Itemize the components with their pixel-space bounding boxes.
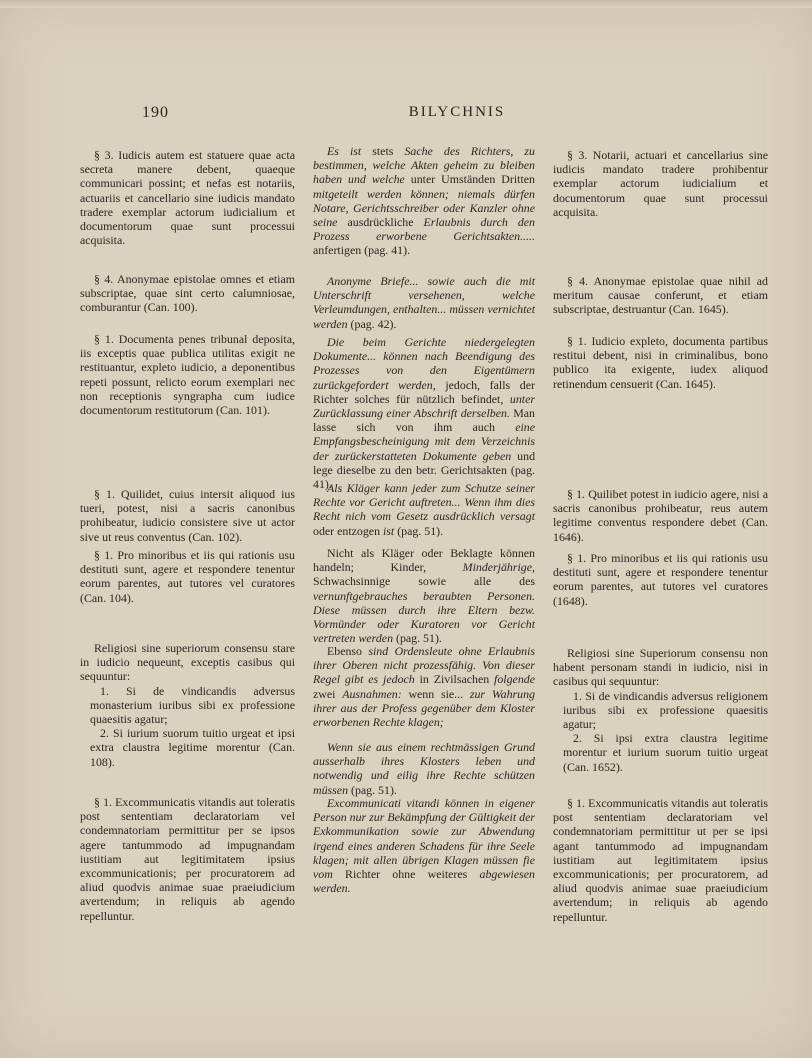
paragraph-c1-6-intro: Religiosi sine superiorum consensu stare in iudicio nequeunt, exceptis casibus qui sequuntur:: [80, 641, 295, 684]
paragraph-c2-7: Excommunicati vitandi können in eigener Person nur zur Bekämpfung der Gültigkeit der Exkommunikation sowie zur Abwendung irgend eines anderen Schadens für ihre Seele klagen; mit allen übrigen Klagen müssen fie vom Richter ohne weiteres abgewiesen werden.: [313, 796, 535, 896]
paragraph-c2-2: Anonyme Briefe... sowie auch die mit Unterschrift versehenen, welche Verleumdungen, enthalten... müssen vernichtet werden (pag. 42).: [313, 274, 535, 331]
paragraph-c1-6: [80, 641, 295, 769]
journal-title: BILYCHNIS: [408, 104, 506, 120]
paragraph-c2-3: Die beim Gerichte niedergelegten Dokumente... können nach Beendigung des Prozesses von den Eigentümern zurückgefordert werden, jedoch, falls der Richter solches für nützlich befindet, unter Zurücklassung einer Abschrift derselben. Man lasse sich von ihm auch eine Empfangsbescheinigung mit dem Verzeichnis der zurückerstatteten Dokumente geben und lege dieselbe zu den betr. Gerichtsakten (pag. 41).: [313, 335, 536, 492]
paragraph-c3-6-intro: Religiosi sine Superiorum consensu non habent personam standi in iudicio, nisi in casibus qui sequuntur:: [553, 646, 768, 689]
page-top-edge: [0, 0, 812, 8]
paragraph-c1-1: § 3. Iudicis autem est statuere quae acta secreta manere debent, quaeque communicari possint; et nefas est notariis, actuariis et cancellario sine iudicis mandato tradere exemplar actorum iudicialium et documentorum quae sunt processui acquisita.: [80, 148, 295, 248]
paragraph-c2-6b: Wenn sie aus einem rechtmässigen Grund ausserhalb ihres Klosters leben und notwendig und eilig ihre Rechte schützen müssen (pag. 51).: [313, 740, 535, 797]
paragraph-c2-5: Nicht als Kläger oder Beklagte können handeln; Kinder, Minderjährige, Schwachsinnige sowie alle des vernunftgebrauches beraubten Personen. Diese müssen durch ihre Eltern bezw. Vormünder oder Kuratoren vor Gericht vertreten werden (pag. 51).: [313, 546, 535, 646]
paragraph-c3-6-item1: 1. Si de vindicandis adversus religionem iuribus sibi ex professione quaesitis agatur;: [563, 688, 768, 732]
paragraph-c1-4: § 1. Quilidet, cuius intersit aliquod ius tueri, potest, nisi a sacris canonibus prohibeatur, iudicio consistere sive ut actor sive ut reus conventus (Can. 102).: [80, 487, 295, 544]
paragraph-c3-1: § 3. Notarii, actuari et cancellarius sine iudicis mandato tradere prohibentur exemplar actorum iudicialium et documentorum quae sunt processui acquisita.: [553, 148, 768, 219]
paragraph-c2-6: Ebenso sind Ordensleute ohne Erlaubnis ihrer Oberen nicht prozessfähig. Von dieser Regel gibt es jedoch in Zivilsachen folgende zwei Ausnahmen: wenn sie... zur Wahrung ihrer aus der Profess gegenüber dem Kloster erworbenen Rechte klagen;: [313, 644, 535, 730]
paragraph-c2-4: Als Kläger kann jeder zum Schutze seiner Rechte vor Gericht auftreten... Wenn ihm dies Recht nich vom Gesetz ausdrücklich versagt oder entzogen ist (pag. 51).: [313, 481, 535, 538]
paragraph-c1-6-item1: 1. Si de vindicandis adversus monasterium iuribus sibi ex professione quaesitis agatur;: [90, 683, 295, 727]
paragraph-c1-2: § 4. Anonymae epistolae omnes et etiam subscriptae, quae sint certo calumniosae, comburantur (Can. 100).: [80, 272, 295, 315]
paragraph-c3-6-item2: 2. Si ipsi extra claustra legitime morentur et iurium suorum tuitio urgeat (Can. 1652).: [563, 731, 768, 774]
paragraph-c2-1: Es ist stets Sache des Richters, zu bestimmen, welche Akten geheim zu bleiben haben und welche unter Umständen Dritten mitgeteilt werden können; niemals dürfen Notare, Gerichtsschreiber oder Kanzler ohne seine ausdrückliche Erlaubnis durch den Prozess erworbene Gerichtsakten..... anfertigen (pag. 41).: [313, 144, 535, 258]
paragraph-c1-6-item2: 2. Si iurium suorum tuitio urgeat et ipsi extra claustra legitime morentur (Can. 108).: [90, 726, 295, 769]
paragraph-c1-3: § 1. Documenta penes tribunal deposita, iis exceptis quae publica utilitas exigit ne restituantur, expleto iudicio, a deponentibus repeti possunt, relicto eorum exemplari nec non receptionis syngrapha cum iudice documentorum restitutorum (Can. 101).: [80, 332, 295, 418]
paragraph-c3-3: § 1. Iudicio expleto, documenta partibus restitui debent, nisi in criminalibus, bono publico ita exigente, iudex aliquod retinendum censuerit (Can. 1645).: [553, 334, 768, 391]
paragraph-c3-2: § 4. Anonymae epistolae quae nihil ad meritum causae conferunt, et etiam subscriptae, destruantur (Can. 1645).: [553, 274, 768, 317]
paragraph-c3-6: [553, 646, 768, 774]
paragraph-c3-4: § 1. Quilibet potest in iudicio agere, nisi a sacris canonibus prohibeatur, reus autem legitime conventus respondere debet (Can. 1646).: [553, 487, 768, 544]
paragraph-c3-5: § 1. Pro minoribus et iis qui rationis usu destituti sunt, agere et respondere tenentur eorum parentes, aut tutores vel curatores (1648).: [553, 551, 768, 608]
running-header: [142, 104, 772, 128]
paragraph-c3-7: § 1. Excommunicatis vitandis aut toleratis post sententiam declaratoriam vel condemnatoriam permittitur ut per se ipsi agant tantummodo ad impugnandam iustitiam aut legitimitatem ipsius excommunicationis; per procuratorem, ad aliud quodvis animae suae praeiudicium avertendum; in reliquis ab agendo repelluntur.: [553, 796, 768, 924]
paragraph-c1-7: § 1. Excommunicatis vitandis aut toleratis post sententiam declaratoriam vel condemnatoriam permittitur per se ipsos agere tantummodo ad impugnandam iustitiam aut legitimitatem ipsius excommunicationis; per procuratorem ad aliud quodvis animae suae praeiudicium avertendum; in reliquis ab agendo repelluntur.: [80, 795, 295, 923]
paragraph-c1-5: § 1. Pro minoribus et iis qui rationis usu destituti sunt, agere et respondere tenentur eorum parentes, aut tutores vel curatores (Can. 104).: [80, 548, 295, 605]
page-number: 190: [142, 104, 169, 121]
